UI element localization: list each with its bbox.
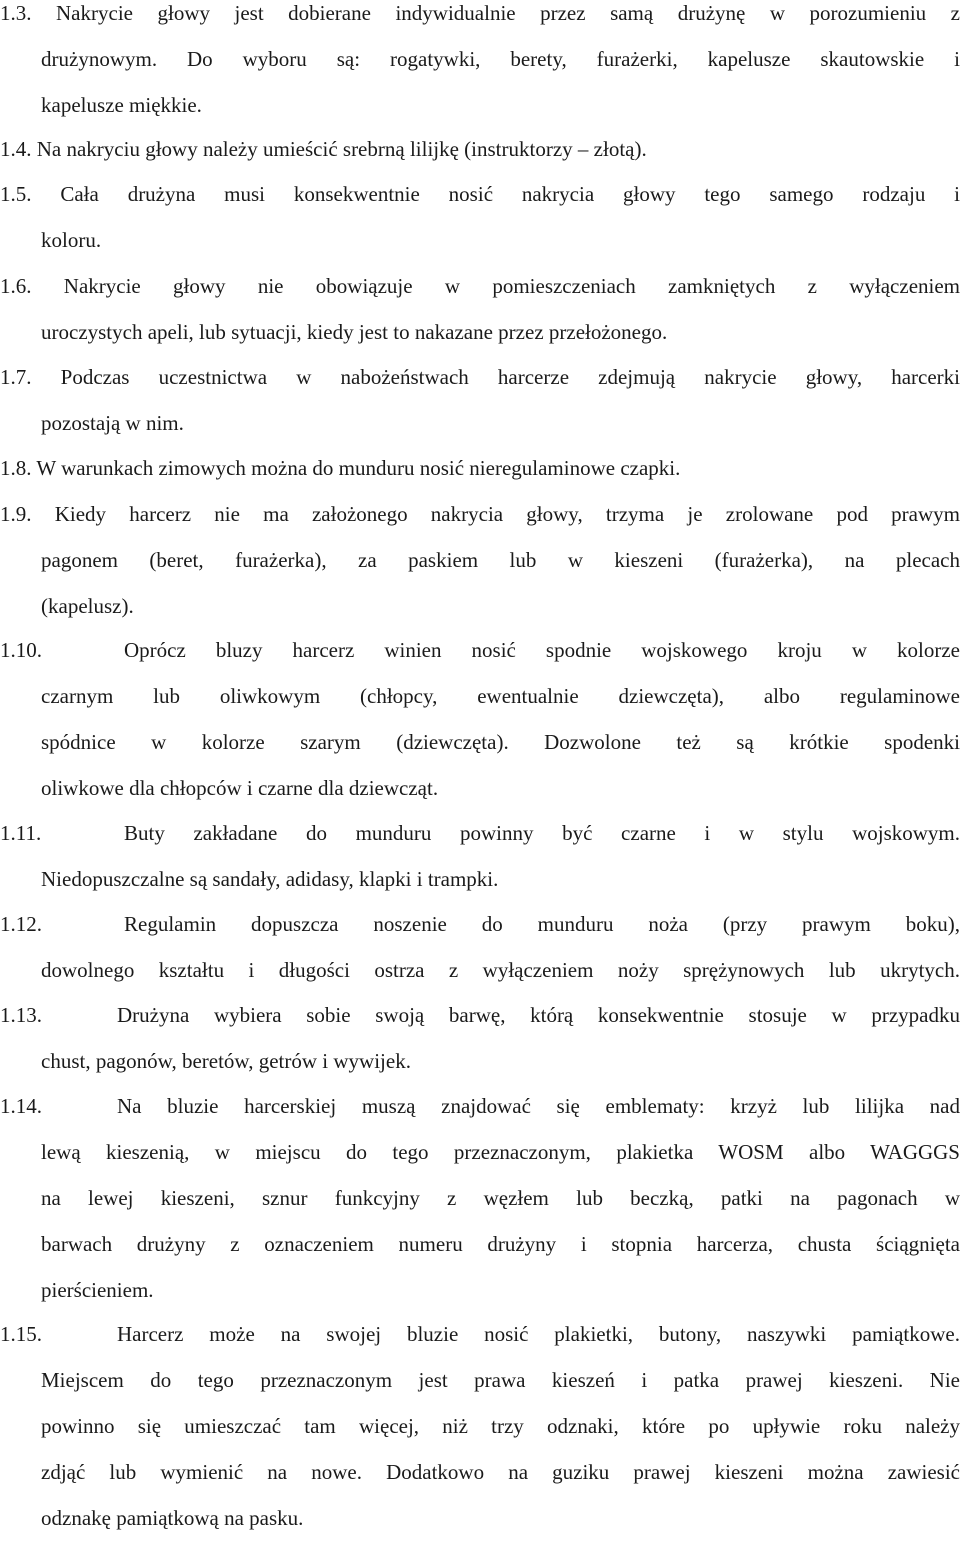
paragraph-line: Kiedy harcerz nie ma założonego nakrycia głowy, trzyma je zrolowane pod prawym	[54, 502, 960, 526]
paragraph-line: powinno się umieszczać tam więcej, niż trzy odznaki, które po upływie roku należy	[41, 1414, 960, 1438]
paragraph-number: 1.5.	[0, 182, 32, 206]
paragraph-number: 1.15.	[0, 1322, 42, 1346]
paragraph-number: 1.11.	[0, 821, 42, 845]
paragraph-line: Niedopuszczalne są sandały, adidasy, klapki i trampki.	[41, 867, 499, 891]
paragraph-line: Regulamin dopuszcza noszenie do munduru noża (przy prawym boku),	[124, 912, 960, 936]
paragraph-line: Oprócz bluzy harcerz winien nosić spodnie wojskowego kroju w kolorze	[124, 638, 960, 662]
paragraph-line: kapelusze miękkie.	[41, 93, 202, 117]
paragraph-number: 1.13.	[0, 1003, 42, 1027]
paragraph-number: 1.4.	[0, 137, 32, 161]
paragraph-line: Cała drużyna musi konsekwentnie nosić nakrycia głowy tego samego rodzaju i	[60, 182, 960, 206]
paragraph-line: Na bluzie harcerskiej muszą znajdować się emblematy: krzyż lub lilijka nad	[117, 1094, 960, 1118]
paragraph-line: drużynowym. Do wyboru są: rogatywki, berety, furażerki, kapelusze skautowskie i	[41, 47, 960, 71]
paragraph-line: uroczystych apeli, lub sytuacji, kiedy jest to nakazane przez przełożonego.	[41, 320, 668, 344]
paragraph-line: Miejscem do tego przeznaczonym jest prawa kieszeń i patka prawej kieszeni. Nie	[41, 1368, 960, 1392]
paragraph-line: Harcerz może na swojej bluzie nosić plakietki, butony, naszywki pamiątkowe.	[117, 1322, 960, 1346]
paragraph-line: odznakę pamiątkową na pasku.	[41, 1506, 304, 1530]
paragraph-line: koloru.	[41, 228, 102, 252]
paragraph-line: pagonem (beret, furażerka), za paskiem lub w kieszeni (furażerka), na plecach	[41, 548, 960, 572]
paragraph-line: Nakrycie głowy nie obowiązuje w pomieszczeniach zamkniętych z wyłączeniem	[63, 274, 960, 298]
paragraph-line: oliwkowe dla chłopców i czarne dla dziewcząt.	[41, 776, 439, 800]
paragraph-line: lewą kieszenią, w miejscu do tego przeznaczonym, plakietka WOSM albo WAGGGS	[41, 1140, 960, 1164]
paragraph-line: chust, pagonów, beretów, getrów i wywijek.	[41, 1049, 411, 1073]
paragraph-line: pierścieniem.	[41, 1278, 154, 1302]
paragraph-number: 1.7.	[0, 365, 32, 389]
paragraph-line: Podczas uczestnictwa w nabożeństwach harcerze zdejmują nakrycie głowy, harcerki	[60, 365, 960, 389]
paragraph-number: 1.9.	[0, 502, 32, 526]
paragraph-line: Na nakryciu głowy należy umieścić srebrną lilijkę (instruktorzy – złotą).	[36, 137, 647, 161]
paragraph-number: 1.12.	[0, 912, 42, 936]
paragraph-number: 1.14.	[0, 1094, 42, 1118]
paragraph-line: spódnice w kolorze szarym (dziewczęta). Dozwolone też są krótkie spodenki	[41, 730, 960, 754]
paragraph-line: Drużyna wybiera sobie swoją barwę, którą konsekwentnie stosuje w przypadku	[117, 1003, 960, 1027]
paragraph-line: pozostają w nim.	[41, 411, 184, 435]
paragraph-number: 1.6.	[0, 274, 32, 298]
paragraph-line: na lewej kieszeni, sznur funkcyjny z węzłem lub beczką, patki na pagonach w	[41, 1186, 960, 1210]
paragraph-line: Nakrycie głowy jest dobierane indywidualnie przez samą drużynę w porozumieniu z	[56, 1, 960, 25]
paragraph-line: dowolnego kształtu i długości ostrza z wyłączeniem noży sprężynowych lub ukrytych.	[41, 958, 960, 982]
paragraph-line: czarnym lub oliwkowym (chłopcy, ewentualnie dziewczęta), albo regulaminowe	[41, 684, 960, 708]
paragraph-line: (kapelusz).	[41, 594, 134, 618]
paragraph-line: Buty zakładane do munduru powinny być czarne i w stylu wojskowym.	[124, 821, 960, 845]
paragraph-number: 1.10.	[0, 638, 42, 662]
paragraph-line: W warunkach zimowych można do munduru nosić nieregulaminowe czapki.	[36, 456, 681, 480]
paragraph-line: zdjąć lub wymienić na nowe. Dodatkowo na guziku prawej kieszeni można zawiesić	[41, 1460, 960, 1484]
paragraph-number: 1.8.	[0, 456, 32, 480]
paragraph-line: barwach drużyny z oznaczeniem numeru drużyny i stopnia harcerza, chusta ściągnięta	[41, 1232, 960, 1256]
paragraph-number: 1.3.	[0, 1, 32, 25]
